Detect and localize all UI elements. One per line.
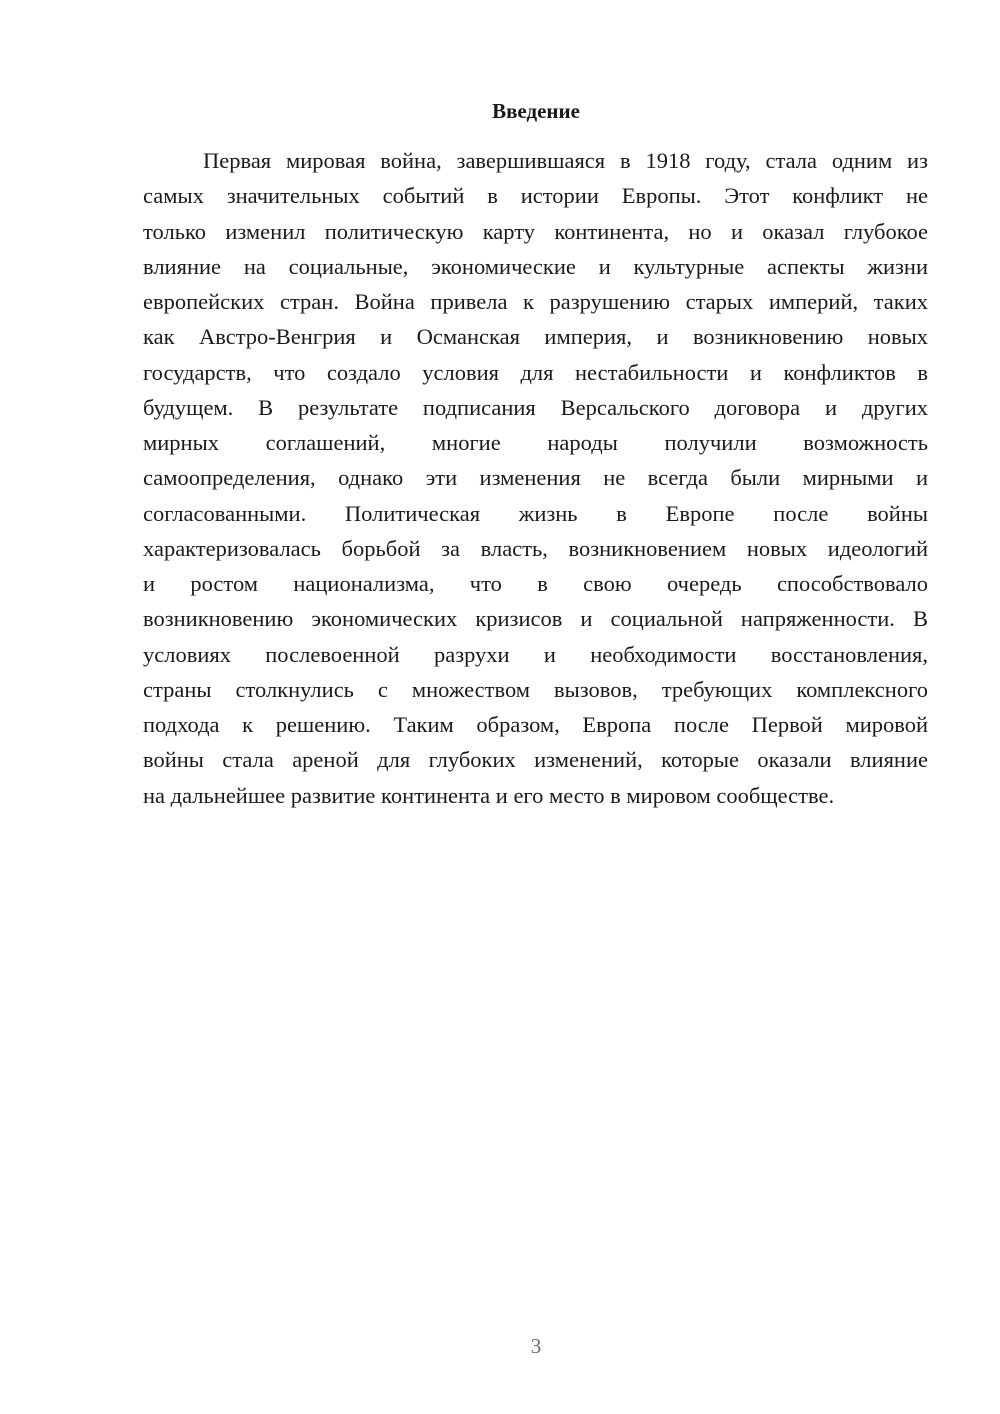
paragraph-line: государств, что создало условия для нестабильности и конфликтов в xyxy=(143,359,928,385)
paragraph-line: Первая мировая война, завершившаяся в 1918 году, стала одним из xyxy=(203,148,928,173)
paragraph-line: самоопределения, однако эти изменения не всегда были мирными и xyxy=(143,465,928,491)
paragraph-line: условиях послевоенной разрухи и необходимости восстановления, xyxy=(143,641,928,667)
paragraph-line: будущем. В результате подписания Версальского договора и других xyxy=(143,394,928,420)
paragraph-line: мирных соглашений, многие народы получили возможность xyxy=(143,430,928,455)
paragraph-line: характеризовалась борьбой за власть, возникновением новых идеологий xyxy=(143,535,928,561)
paragraph-line: только изменил политическую карту континента, но и оказал глубокое xyxy=(143,218,928,244)
paragraph-line: европейских стран. Война привела к разрушению старых империй, таких xyxy=(143,289,928,314)
paragraph-line: подхода к решению. Таким образом, Европа после Первой мировой xyxy=(143,712,928,737)
paragraph-line: самых значительных событий в истории Европы. Этот конфликт не xyxy=(143,183,928,209)
intro-paragraph xyxy=(143,143,928,813)
paragraph-line: войны стала ареной для глубоких изменений, которые оказали влияние xyxy=(143,747,928,773)
paragraph-line: и ростом национализма, что в свою очередь способствовало xyxy=(143,571,928,596)
section-heading: Введение xyxy=(492,99,580,123)
paragraph-line: как Австро-Венгрия и Османская империя, и возникновению новых xyxy=(143,324,928,350)
paragraph-line: согласованными. Политическая жизнь в Европе после войны xyxy=(143,500,928,526)
paragraph-line: влияние на социальные, экономические и культурные аспекты жизни xyxy=(143,253,928,279)
paragraph-line: страны столкнулись с множеством вызовов, требующих комплексного xyxy=(143,676,928,702)
page-number: 3 xyxy=(530,1334,542,1358)
paragraph-line: возникновению экономических кризисов и социальной напряженности. В xyxy=(143,606,928,632)
paragraph-line: на дальнейшее развитие континента и его место в мировом сообществе. xyxy=(143,782,835,808)
